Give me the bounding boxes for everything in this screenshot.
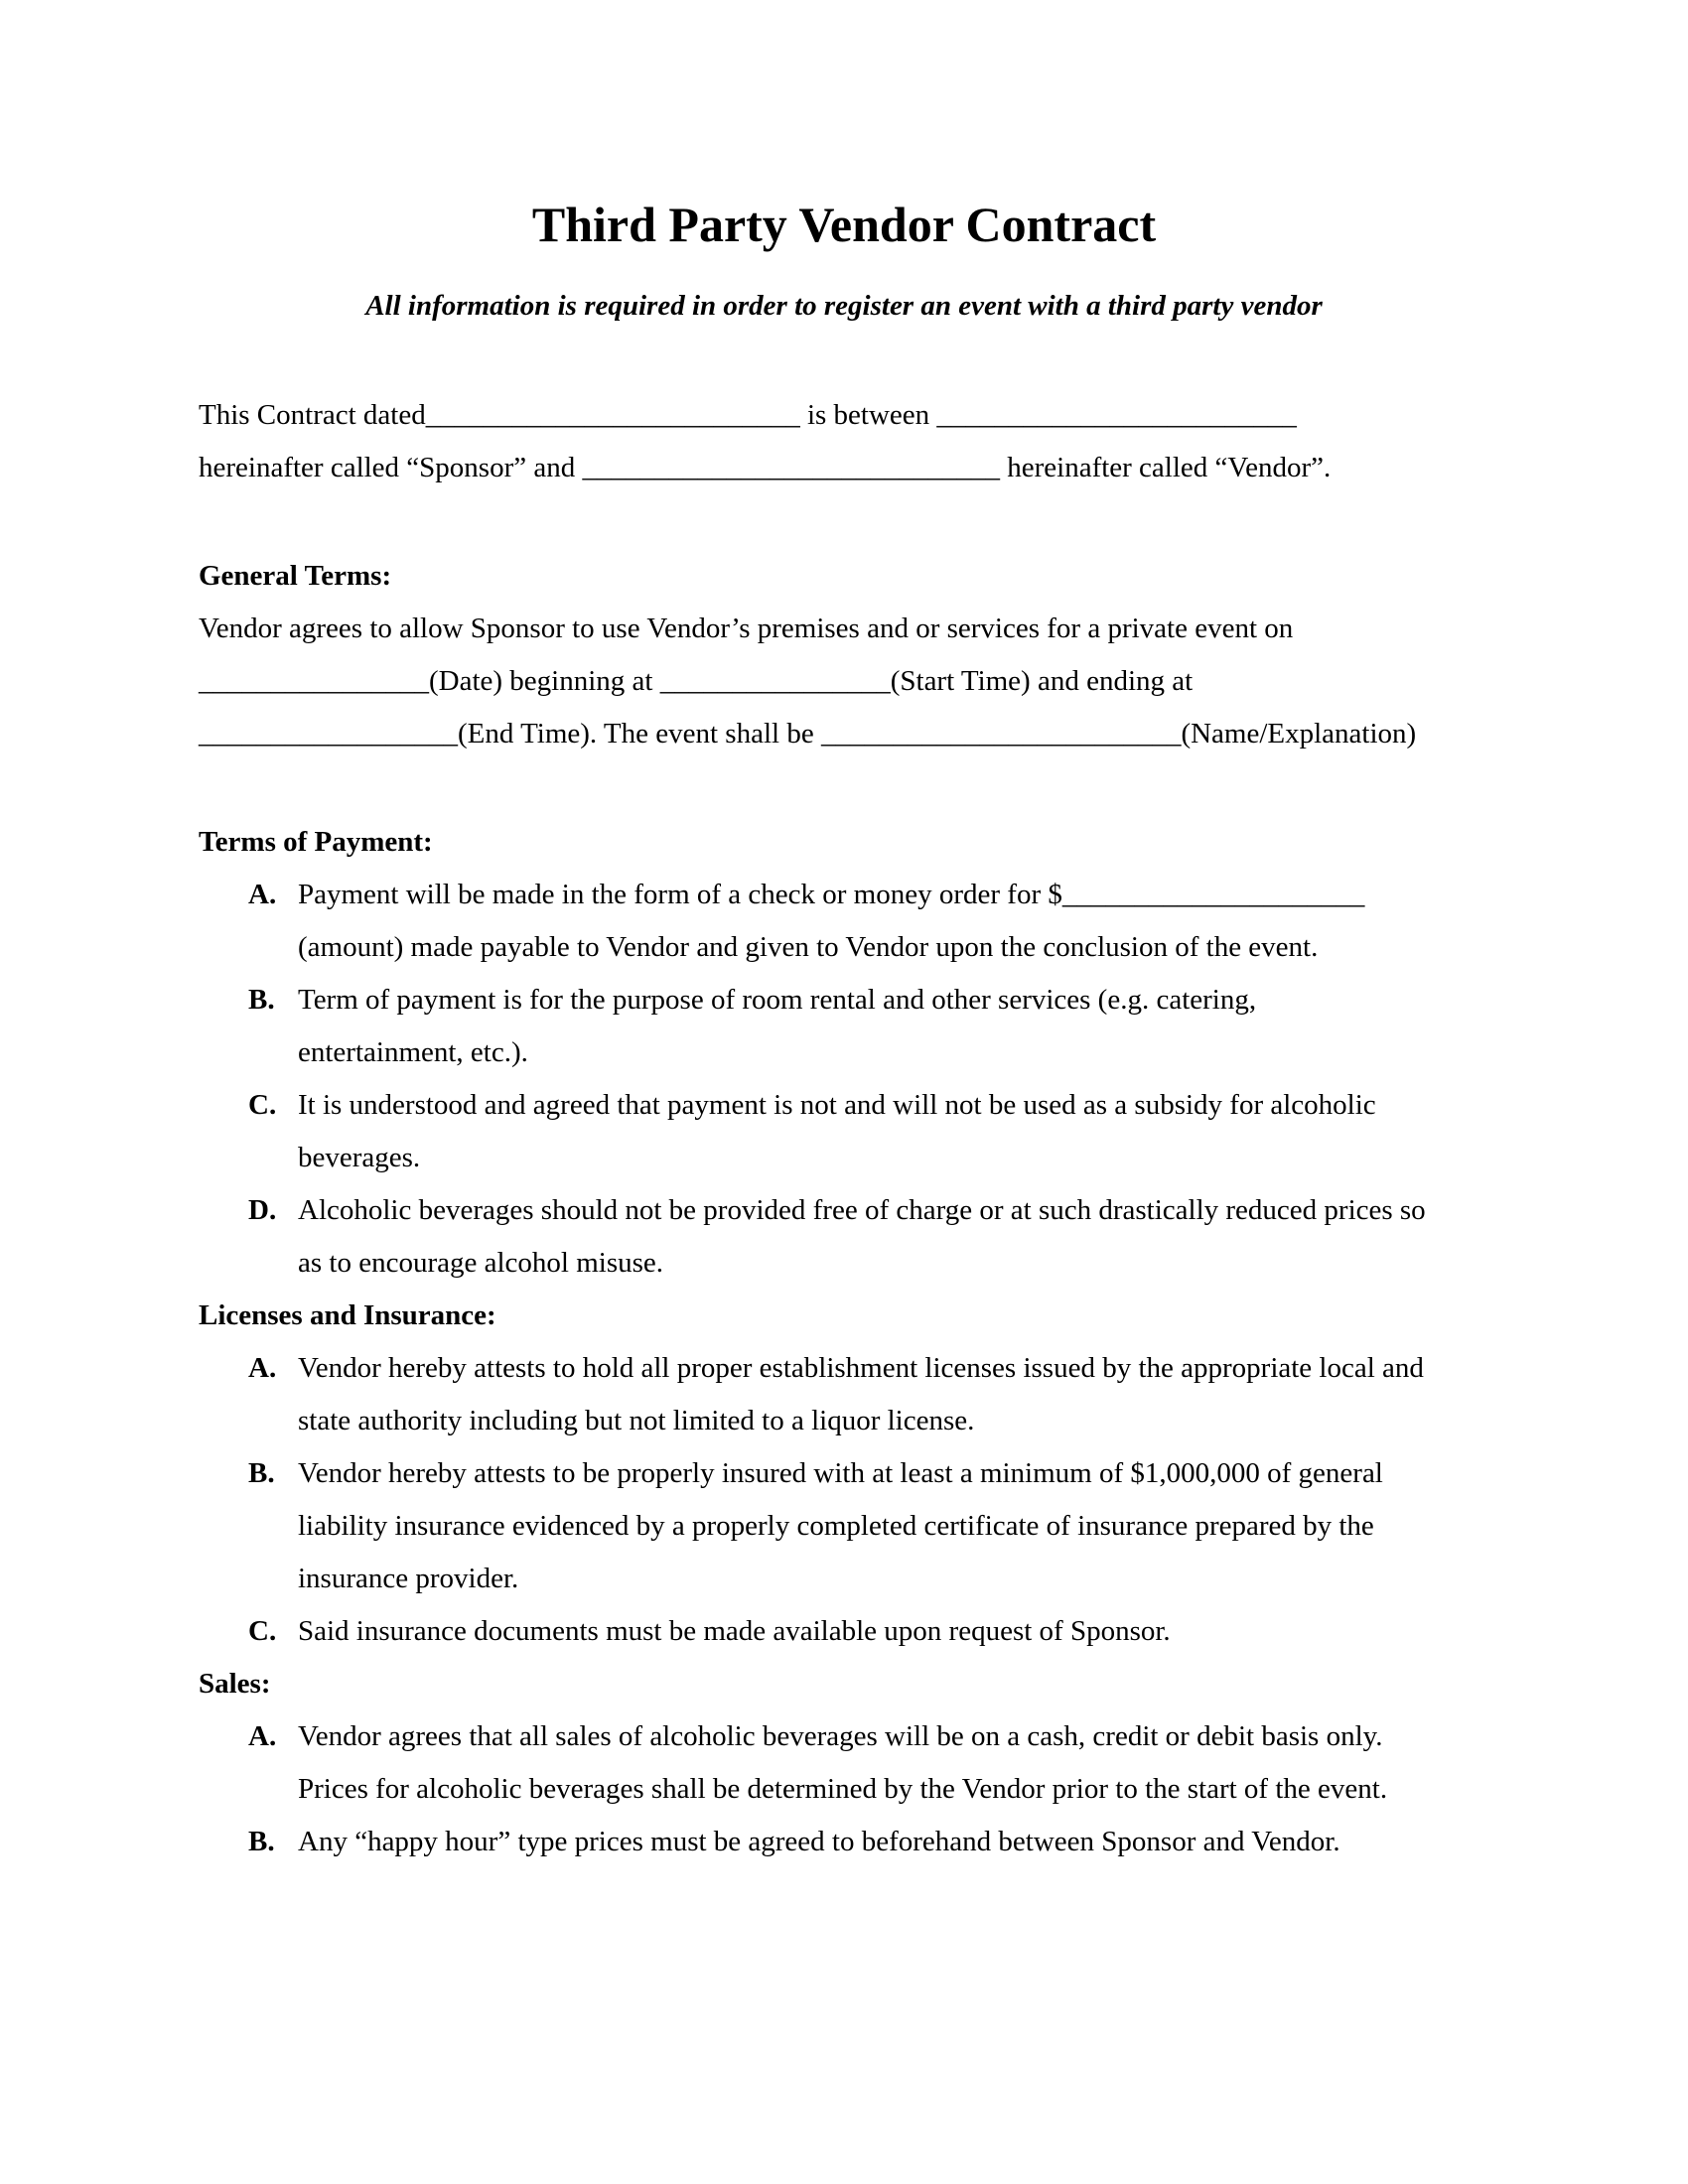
- list-item: [199, 1605, 1509, 1658]
- list-item-text: insurance provider.: [298, 1563, 519, 1594]
- list-item: [199, 1816, 1509, 1868]
- document-title: Third Party Vendor Contract: [531, 197, 1157, 252]
- list-item: [199, 1184, 1509, 1290]
- list-item: [199, 1079, 1509, 1184]
- list-item: [199, 974, 1509, 1079]
- general-terms-line-2: ________________(Date) beginning at ________________(Start Time) and ending at: [199, 665, 1194, 697]
- list-item-text: Said insurance documents must be made available upon request of Sponsor.: [298, 1615, 1171, 1647]
- list-item-text: Vendor hereby attests to be properly insured with at least a minimum of $1,000,000 of general: [298, 1457, 1383, 1489]
- list-item-letter: D.: [248, 1194, 277, 1226]
- list-item-letter: B.: [248, 1826, 275, 1857]
- list-item-text: Alcoholic beverages should not be provided free of charge or at such drastically reduced prices so: [298, 1194, 1426, 1226]
- list-item-text: (amount) made payable to Vendor and given to Vendor upon the conclusion of the event.: [298, 931, 1319, 963]
- list-item-text: beverages.: [298, 1142, 421, 1173]
- list-item-text: Any “happy hour” type prices must be agreed to beforehand between Sponsor and Vendor.: [298, 1826, 1340, 1857]
- list-item-letter: B.: [248, 1457, 275, 1489]
- list-item-letter: A.: [248, 879, 277, 910]
- list-item-letter: C.: [248, 1089, 277, 1121]
- list-item-text: state authority including but not limited to a liquor license.: [298, 1405, 975, 1436]
- list-item-text: Vendor hereby attests to hold all proper establishment licenses issued by the appropriate local and: [298, 1352, 1424, 1384]
- general-terms-line-1: Vendor agrees to allow Sponsor to use Vendor’s premises and or services for a private event on: [199, 613, 1294, 644]
- licenses-heading: Licenses and Insurance:: [199, 1299, 496, 1331]
- list-item-text: entertainment, etc.).: [298, 1036, 528, 1068]
- intro-line-2: hereinafter called “Sponsor” and _____________________________ hereinafter called “Vendor”.: [199, 452, 1332, 483]
- list-item-text: liability insurance evidenced by a properly completed certificate of insurance prepared by the: [298, 1510, 1374, 1542]
- list-item-letter: A.: [248, 1720, 277, 1752]
- list-item-text: It is understood and agreed that payment is not and will not be used as a subsidy for alcoholic: [298, 1089, 1376, 1121]
- list-item-text: Prices for alcoholic beverages shall be determined by the Vendor prior to the start of the event.: [298, 1773, 1388, 1805]
- list-item-text: as to encourage alcohol misuse.: [298, 1247, 664, 1279]
- list-item: [199, 1342, 1509, 1447]
- list-item: [199, 869, 1509, 974]
- list-item-letter: B.: [248, 984, 275, 1016]
- general-terms-section: [199, 550, 1509, 760]
- list-item-text: Payment will be made in the form of a check or money order for $_____________________: [298, 879, 1365, 910]
- sales-heading: Sales:: [199, 1668, 271, 1700]
- general-terms-heading: General Terms:: [199, 560, 392, 592]
- licenses-section: [199, 1290, 1509, 1658]
- list-item-text: Vendor agrees that all sales of alcoholic beverages will be on a cash, credit or debit basis only.: [298, 1720, 1383, 1752]
- licenses-list: [199, 1342, 1509, 1658]
- list-item-text: Term of payment is for the purpose of room rental and other services (e.g. catering,: [298, 984, 1257, 1016]
- document-subtitle: All information is required in order to register an event with a third party vendor: [365, 290, 1323, 322]
- sales-section: [199, 1658, 1509, 1868]
- terms-of-payment-list: [199, 869, 1509, 1290]
- sales-list: [199, 1710, 1509, 1868]
- intro-section: [199, 389, 1509, 494]
- list-item-letter: C.: [248, 1615, 277, 1647]
- intro-line-1: This Contract dated__________________________ is between _________________________: [199, 399, 1297, 431]
- list-item: [199, 1710, 1509, 1816]
- general-terms-line-3: __________________(End Time). The event shall be _________________________(Name/Explanation): [199, 718, 1417, 750]
- terms-of-payment-heading: Terms of Payment:: [199, 826, 433, 858]
- list-item: [199, 1447, 1509, 1605]
- terms-of-payment-section: [199, 816, 1509, 1290]
- document-body: [199, 389, 1509, 1868]
- list-item-letter: A.: [248, 1352, 277, 1384]
